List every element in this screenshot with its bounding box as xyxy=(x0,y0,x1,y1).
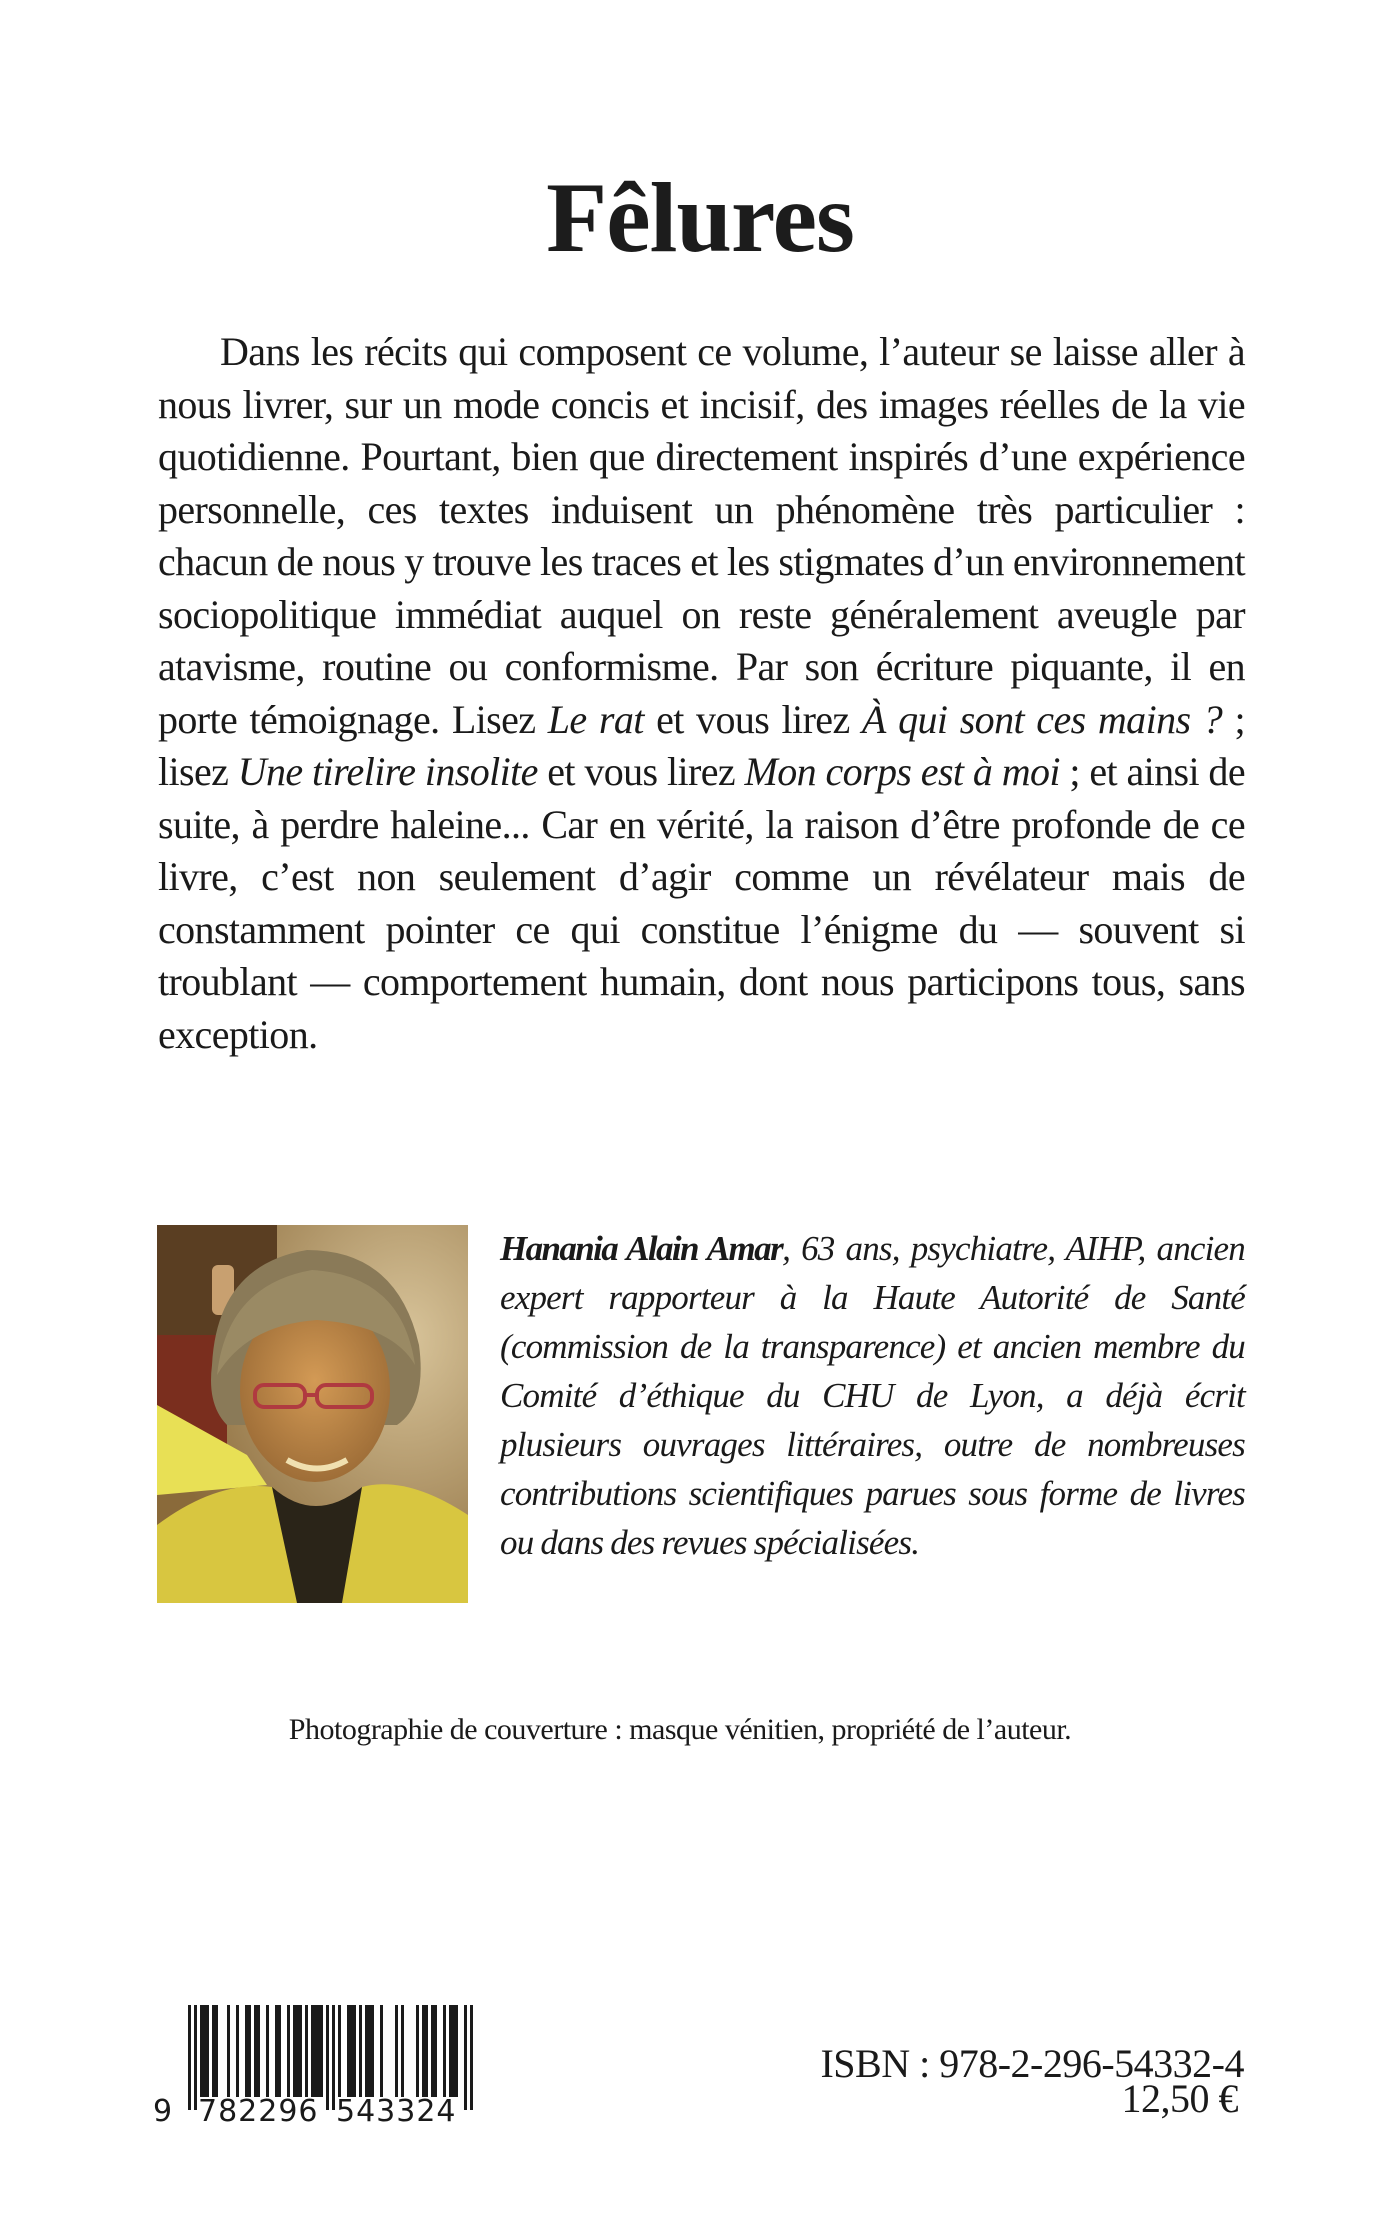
barcode-bar xyxy=(431,2005,434,2097)
photo-credit: Photographie de couverture : masque vénitien, propriété de l’auteur. xyxy=(288,1713,1072,1746)
book-title: Fêlures xyxy=(546,162,854,273)
summary-text: et vous lirez xyxy=(643,696,862,742)
barcode-bar xyxy=(338,2005,341,2097)
story-title-reference: À qui sont ces mains ? xyxy=(861,696,1223,742)
barcode-guard-bar xyxy=(332,2005,335,2110)
summary-text: et vous lirez xyxy=(537,749,745,794)
barcode-bar xyxy=(287,2005,290,2097)
barcode-bar xyxy=(212,2005,215,2097)
barcode-bar xyxy=(305,2005,308,2097)
barcode-bar xyxy=(227,2005,230,2097)
barcode-bar xyxy=(347,2005,350,2097)
barcode-right-digits: 543324 xyxy=(336,2094,457,2129)
barcode-bar xyxy=(314,2005,317,2097)
barcode-bar xyxy=(434,2005,437,2097)
barcode-bar xyxy=(425,2005,428,2097)
barcode-guard-bar xyxy=(470,2005,473,2110)
barcode-guard-bar xyxy=(188,2005,191,2110)
barcode-bar xyxy=(296,2005,299,2097)
summary-text: ; et ainsi de suite, à perdre haleine... Car en vérité, la raison d’être profonde de ce livre, c’est non seulement d’agir comme un révélateur mais de constamment pointer ce qui constitue l’énigme du — souvent si troublant — comportement humain, dont nous participons tous, sans exception. xyxy=(158,749,1245,1057)
barcode-bar xyxy=(359,2005,362,2097)
author-bio xyxy=(500,1224,1245,1567)
barcode-bar xyxy=(365,2005,368,2097)
barcode-bar xyxy=(368,2005,371,2097)
barcode-bar xyxy=(257,2005,260,2097)
barcode-bar xyxy=(245,2005,248,2097)
barcode-guard-bar xyxy=(326,2005,329,2110)
summary-text: ; lisez xyxy=(158,696,1245,794)
barcode-bar xyxy=(443,2005,446,2097)
back-cover-summary xyxy=(158,326,1245,1061)
barcode-bar xyxy=(449,2005,452,2097)
barcode-bar xyxy=(371,2005,374,2097)
author-portrait-image xyxy=(157,1225,468,1603)
summary-text: Dans les récits qui composent ce volume, l’auteur se laisse aller à nous livrer, sur un mode concis et incisif, des images réelles de la vie quotidienne. Pourtant, bien que directement inspirés d’une expérience personnelle, ces textes induisent un phénomène très particulier : chacun de nous y trouve les traces et les stigmates d’un environnement sociopolitique immédiat auquel on reste généralement aveugle par atavisme, routine ou conformisme. Par son écriture piquante, il en porte témoignage. Lisez xyxy=(158,329,1245,742)
barcode-bar xyxy=(293,2005,296,2097)
story-title-reference: Une tirelire insolite xyxy=(237,749,538,794)
author-bio-text: , 63 ans, psychiatre, AIHP, ancien expert rapporteur à la Haute Autorité de Santé (commission de la transparence) et ancien membre du Comité d’éthique du CHU de Lyon, a déjà écrit plusieurs ouvrages littéraires, outre de nombreuses contributions scientifiques parues sous forme de livres ou dans des revues spécialisées. xyxy=(500,1229,1245,1562)
barcode-bar xyxy=(278,2005,281,2097)
barcode-bar xyxy=(320,2005,323,2097)
story-title-reference: Mon corps est à moi xyxy=(744,749,1060,794)
barcode-bar xyxy=(206,2005,209,2097)
barcode-bar xyxy=(317,2005,320,2097)
barcode-bar xyxy=(452,2005,455,2097)
barcode-bar xyxy=(395,2005,398,2097)
barcode-guard-bar xyxy=(464,2005,467,2110)
barcode-left-digits: 782296 xyxy=(198,2094,319,2129)
barcode-guard-bar xyxy=(194,2005,197,2110)
barcode-bar xyxy=(215,2005,218,2097)
barcode-bar xyxy=(353,2005,356,2097)
author-photo xyxy=(157,1225,468,1603)
barcode-bar xyxy=(311,2005,314,2097)
barcode-bar xyxy=(350,2005,353,2097)
barcode-bar xyxy=(275,2005,278,2097)
isbn-number: ISBN : 978-2-296-54332-4 xyxy=(820,2041,1244,2086)
barcode-bar xyxy=(416,2005,419,2097)
barcode-lead-digit: 9 xyxy=(153,2094,174,2129)
barcode-bar xyxy=(380,2005,383,2097)
barcode-bar xyxy=(236,2005,239,2097)
barcode-bar xyxy=(248,2005,251,2097)
barcode-bar xyxy=(455,2005,458,2097)
barcode-bar xyxy=(266,2005,269,2097)
barcode-bar xyxy=(203,2005,206,2097)
barcode-bar xyxy=(254,2005,257,2097)
author-name: Hanania Alain Amar xyxy=(500,1229,783,1268)
book-price: 12,50 € xyxy=(1121,2076,1238,2121)
barcode-bar xyxy=(299,2005,302,2097)
barcode-bar xyxy=(200,2005,203,2097)
barcode-bar xyxy=(401,2005,404,2097)
story-title-reference: Le rat xyxy=(547,696,644,742)
barcode-bar xyxy=(422,2005,425,2097)
